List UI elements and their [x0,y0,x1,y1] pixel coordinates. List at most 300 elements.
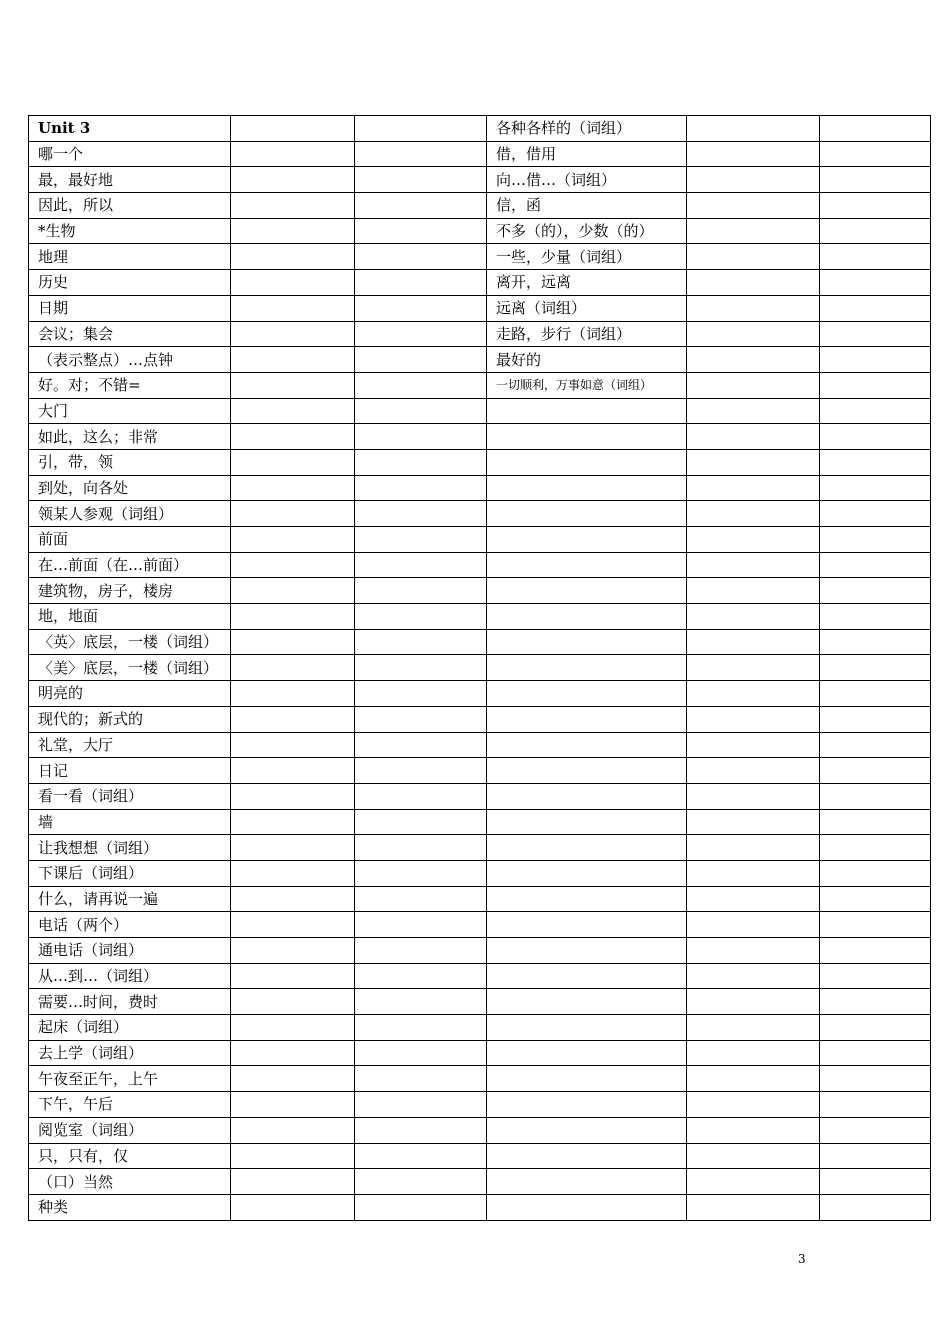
answer-cell [355,424,487,450]
chinese-term-cell: 如此，这么；非常 [29,424,231,450]
table-row [29,912,931,938]
answer-cell [820,244,931,270]
chinese-term-cell: 午夜至正午，上午 [29,1066,231,1092]
answer-cell [820,398,931,424]
answer-cell [820,912,931,938]
answer-cell [355,783,487,809]
answer-cell [687,860,820,886]
answer-cell [820,141,931,167]
table-row [29,347,931,373]
answer-cell [355,629,487,655]
table-row [29,1169,931,1195]
page-number: 3 [798,1252,806,1266]
table-row [29,449,931,475]
empty-cell [487,1066,687,1092]
answer-cell [231,449,355,475]
answer-cell [355,1040,487,1066]
answer-cell [355,475,487,501]
chinese-term-cell: 向…借…（词组） [487,167,687,193]
answer-cell [355,321,487,347]
answer-cell [355,270,487,296]
table-row [29,886,931,912]
answer-cell [820,860,931,886]
answer-cell [687,116,820,142]
answer-cell [687,783,820,809]
chinese-term-cell: 前面 [29,527,231,553]
empty-cell [487,758,687,784]
chinese-term-cell: 最好的 [487,347,687,373]
answer-cell [355,758,487,784]
chinese-term-cell: 日记 [29,758,231,784]
chinese-term-cell: *生物 [29,218,231,244]
answer-cell [231,604,355,630]
answer-cell [355,372,487,398]
answer-cell [231,886,355,912]
answer-cell [355,963,487,989]
answer-cell [687,1015,820,1041]
chinese-term-cell: 走路，步行（词组） [487,321,687,347]
empty-cell [487,809,687,835]
answer-cell [820,1066,931,1092]
answer-cell [687,1169,820,1195]
answer-cell [355,244,487,270]
chinese-term-cell: 到处，向各处 [29,475,231,501]
chinese-term-cell: （表示整点）…点钟 [29,347,231,373]
answer-cell [231,938,355,964]
answer-cell [687,706,820,732]
answer-cell [820,681,931,707]
empty-cell [487,938,687,964]
chinese-term-cell: 通电话（词组） [29,938,231,964]
answer-cell [355,835,487,861]
answer-cell [687,1092,820,1118]
table-row [29,141,931,167]
table-row [29,527,931,553]
answer-cell [231,1040,355,1066]
table-row [29,244,931,270]
answer-cell [820,989,931,1015]
chinese-term-cell: 〈英〉底层，一楼（词组） [29,629,231,655]
answer-cell [231,193,355,219]
table-row [29,1143,931,1169]
chinese-term-cell: 不多（的），少数（的） [487,218,687,244]
table-row [29,1194,931,1220]
answer-cell [231,372,355,398]
empty-cell [487,1092,687,1118]
answer-cell [231,321,355,347]
table-row [29,681,931,707]
answer-cell [231,681,355,707]
answer-cell [355,886,487,912]
answer-cell [231,860,355,886]
table-row [29,501,931,527]
chinese-term-cell: 明亮的 [29,681,231,707]
chinese-term-cell: 需要…时间，费时 [29,989,231,1015]
chinese-term-cell: 日期 [29,295,231,321]
empty-cell [487,398,687,424]
answer-cell [820,604,931,630]
chinese-term-cell: 一切顺利，万事如意（词组） [487,372,687,398]
empty-cell [487,963,687,989]
answer-cell [355,295,487,321]
answer-cell [687,1194,820,1220]
answer-cell [355,989,487,1015]
answer-cell [231,1015,355,1041]
answer-cell [231,655,355,681]
table-row [29,706,931,732]
chinese-term-cell: 最，最好地 [29,167,231,193]
table-row [29,655,931,681]
chinese-term-cell: 领某人参观（词组） [29,501,231,527]
answer-cell [687,604,820,630]
table-row [29,1040,931,1066]
answer-cell [820,321,931,347]
answer-cell [355,1015,487,1041]
answer-cell [687,167,820,193]
chinese-term-cell: 〈美〉底层，一楼（词组） [29,655,231,681]
answer-cell [820,372,931,398]
answer-cell [820,475,931,501]
answer-cell [687,732,820,758]
table-row [29,938,931,964]
table-row [29,552,931,578]
answer-cell [687,835,820,861]
unit-title: Unit 3 [29,116,231,142]
answer-cell [355,552,487,578]
empty-cell [487,501,687,527]
answer-cell [820,963,931,989]
chinese-term-cell: 下课后（词组） [29,860,231,886]
answer-cell [687,1117,820,1143]
answer-cell [820,1015,931,1041]
answer-cell [231,1194,355,1220]
empty-cell [487,1117,687,1143]
empty-cell [487,655,687,681]
answer-cell [231,963,355,989]
empty-cell [487,681,687,707]
answer-cell [687,629,820,655]
answer-cell [231,989,355,1015]
answer-cell [355,860,487,886]
answer-cell [687,270,820,296]
chinese-term-cell: 大门 [29,398,231,424]
answer-cell [231,424,355,450]
answer-cell [687,475,820,501]
answer-cell [820,1143,931,1169]
empty-cell [487,835,687,861]
answer-cell [231,835,355,861]
answer-cell [820,424,931,450]
empty-cell [487,1194,687,1220]
answer-cell [687,1040,820,1066]
chinese-term-cell: 一些，少量（词组） [487,244,687,270]
answer-cell [355,809,487,835]
empty-cell [487,527,687,553]
answer-cell [820,758,931,784]
answer-cell [687,372,820,398]
chinese-term-cell: 会议；集会 [29,321,231,347]
answer-cell [820,270,931,296]
answer-cell [820,835,931,861]
answer-cell [820,295,931,321]
chinese-term-cell: 离开，远离 [487,270,687,296]
answer-cell [355,193,487,219]
chinese-term-cell: 信，函 [487,193,687,219]
chinese-term-cell: 借，借用 [487,141,687,167]
table-row [29,424,931,450]
table-row [29,989,931,1015]
answer-cell [687,809,820,835]
table-row [29,218,931,244]
answer-cell [355,604,487,630]
table-row [29,1092,931,1118]
table-row [29,604,931,630]
answer-cell [231,629,355,655]
chinese-term-cell: 墙 [29,809,231,835]
table-row [29,1066,931,1092]
answer-cell [820,552,931,578]
answer-cell [687,1143,820,1169]
answer-cell [687,141,820,167]
answer-cell [231,475,355,501]
answer-cell [355,1194,487,1220]
chinese-term-cell: 让我想想（词组） [29,835,231,861]
chinese-term-cell: 礼堂，大厅 [29,732,231,758]
chinese-term-cell: 什么，请再说一遍 [29,886,231,912]
answer-cell [820,449,931,475]
answer-cell [687,347,820,373]
answer-cell [231,783,355,809]
answer-cell [820,218,931,244]
chinese-term-cell: 现代的；新式的 [29,706,231,732]
answer-cell [231,295,355,321]
chinese-term-cell: 下午，午后 [29,1092,231,1118]
answer-cell [820,167,931,193]
answer-cell [355,218,487,244]
chinese-term-cell: 远离（词组） [487,295,687,321]
chinese-term-cell: 各种各样的（词组） [487,116,687,142]
chinese-term-cell: 好。对；不错= [29,372,231,398]
answer-cell [687,963,820,989]
answer-cell [231,527,355,553]
answer-cell [231,1066,355,1092]
table-row [29,321,931,347]
answer-cell [820,938,931,964]
answer-cell [687,655,820,681]
answer-cell [355,501,487,527]
chinese-term-cell: 只，只有，仅 [29,1143,231,1169]
chinese-term-cell: 建筑物，房子，楼房 [29,578,231,604]
empty-cell [487,449,687,475]
answer-cell [820,1194,931,1220]
table-row [29,732,931,758]
empty-cell [487,629,687,655]
answer-cell [231,398,355,424]
empty-cell [487,1169,687,1195]
empty-cell [487,604,687,630]
chinese-term-cell: 从…到…（词组） [29,963,231,989]
chinese-term-cell: （口）当然 [29,1169,231,1195]
answer-cell [687,321,820,347]
answer-cell [687,398,820,424]
table-row [29,167,931,193]
answer-cell [355,449,487,475]
empty-cell [487,886,687,912]
answer-cell [687,295,820,321]
answer-cell [231,578,355,604]
answer-cell [355,578,487,604]
table-row [29,629,931,655]
table-row [29,295,931,321]
chinese-term-cell: 在…前面（在…前面） [29,552,231,578]
chinese-term-cell: 电话（两个） [29,912,231,938]
table-row [29,860,931,886]
empty-cell [487,783,687,809]
answer-cell [355,681,487,707]
answer-cell [820,732,931,758]
answer-cell [820,629,931,655]
answer-cell [355,1169,487,1195]
answer-cell [820,116,931,142]
answer-cell [687,501,820,527]
empty-cell [487,732,687,758]
answer-cell [355,116,487,142]
empty-cell [487,860,687,886]
table-row [29,578,931,604]
answer-cell [687,527,820,553]
empty-cell [487,424,687,450]
answer-cell [355,732,487,758]
empty-cell [487,1040,687,1066]
answer-cell [231,1117,355,1143]
empty-cell [487,1143,687,1169]
answer-cell [687,938,820,964]
answer-cell [355,1092,487,1118]
answer-cell [820,706,931,732]
answer-cell [820,1092,931,1118]
chinese-term-cell: 地理 [29,244,231,270]
answer-cell [687,886,820,912]
answer-cell [355,1117,487,1143]
answer-cell [687,758,820,784]
chinese-term-cell: 历史 [29,270,231,296]
answer-cell [687,578,820,604]
answer-cell [231,116,355,142]
answer-cell [687,681,820,707]
empty-cell [487,912,687,938]
answer-cell [231,1143,355,1169]
table-row [29,758,931,784]
answer-cell [355,167,487,193]
answer-cell [820,527,931,553]
answer-cell [820,655,931,681]
answer-cell [231,270,355,296]
answer-cell [231,347,355,373]
answer-cell [355,655,487,681]
chinese-term-cell: 看一看（词组） [29,783,231,809]
empty-cell [487,989,687,1015]
answer-cell [231,1092,355,1118]
table-row [29,193,931,219]
answer-cell [820,1169,931,1195]
answer-cell [231,141,355,167]
answer-cell [820,347,931,373]
answer-cell [231,552,355,578]
table-row [29,372,931,398]
answer-cell [687,912,820,938]
answer-cell [687,1066,820,1092]
answer-cell [355,398,487,424]
answer-cell [355,527,487,553]
table-row [29,963,931,989]
answer-cell [355,1143,487,1169]
empty-cell [487,552,687,578]
chinese-term-cell: 去上学（词组） [29,1040,231,1066]
answer-cell [355,141,487,167]
empty-cell [487,578,687,604]
answer-cell [231,501,355,527]
answer-cell [355,347,487,373]
table-row [29,835,931,861]
answer-cell [355,938,487,964]
answer-cell [231,732,355,758]
answer-cell [687,424,820,450]
answer-cell [231,167,355,193]
empty-cell [487,1015,687,1041]
chinese-term-cell: 因此，所以 [29,193,231,219]
vocabulary-table-body [29,116,931,1221]
table-row [29,809,931,835]
table-row [29,475,931,501]
table-row [29,783,931,809]
answer-cell [687,552,820,578]
table-row [29,116,931,142]
answer-cell [687,449,820,475]
empty-cell [487,706,687,732]
answer-cell [231,218,355,244]
answer-cell [355,706,487,732]
chinese-term-cell: 起床（词组） [29,1015,231,1041]
table-row [29,398,931,424]
answer-cell [231,244,355,270]
answer-cell [820,886,931,912]
answer-cell [355,1066,487,1092]
answer-cell [820,1040,931,1066]
chinese-term-cell: 哪一个 [29,141,231,167]
answer-cell [820,809,931,835]
answer-cell [687,244,820,270]
answer-cell [231,809,355,835]
table-row [29,1015,931,1041]
table-row [29,1117,931,1143]
answer-cell [231,1169,355,1195]
answer-cell [820,193,931,219]
empty-cell [487,475,687,501]
answer-cell [355,912,487,938]
chinese-term-cell: 种类 [29,1194,231,1220]
answer-cell [687,193,820,219]
chinese-term-cell: 引，带，领 [29,449,231,475]
answer-cell [820,1117,931,1143]
answer-cell [820,783,931,809]
vocabulary-table [28,115,931,1221]
answer-cell [820,501,931,527]
table-row [29,270,931,296]
answer-cell [687,218,820,244]
chinese-term-cell: 阅览室（词组） [29,1117,231,1143]
answer-cell [231,912,355,938]
answer-cell [231,758,355,784]
